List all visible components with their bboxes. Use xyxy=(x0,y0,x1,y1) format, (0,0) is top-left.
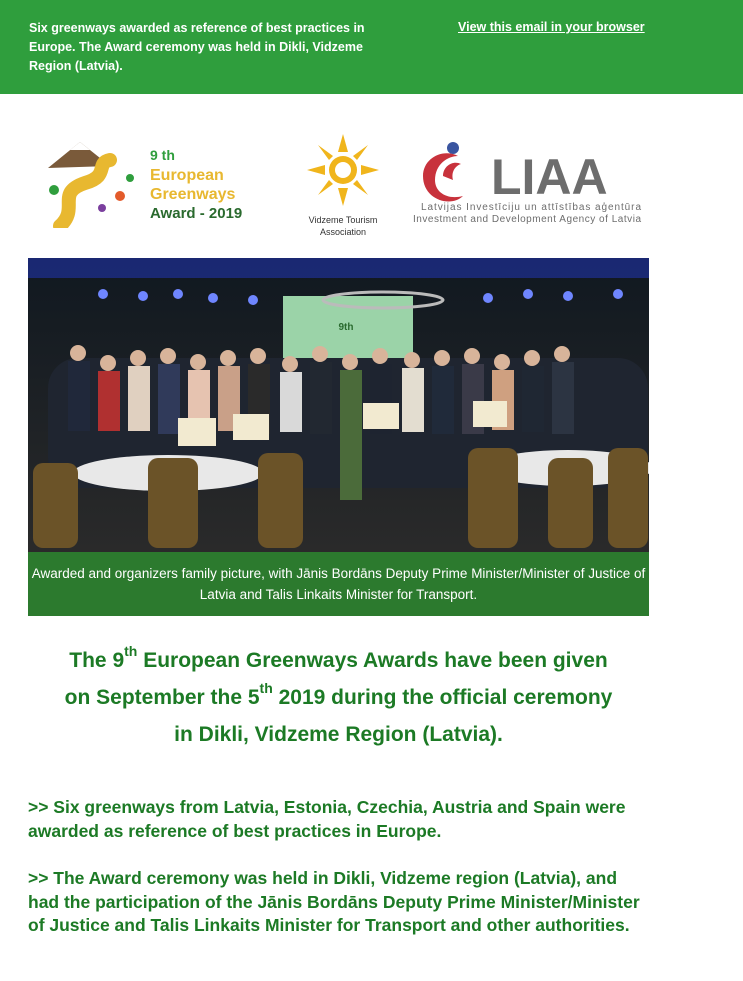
vta-line-2: Association xyxy=(319,227,367,237)
banner-text: 9th xyxy=(338,322,354,333)
headline-line-2: on September the 5th 2019 during the official ceremony xyxy=(64,680,613,709)
bullet-paragraph-1: >> Six greenways from Latvia, Estonia, Czechia, Austria and Spain were awarded as reference of best practices in Europe. xyxy=(28,797,626,841)
egwa-line-3: Greenways xyxy=(150,186,236,203)
view-in-browser-link[interactable]: View this email in your browser xyxy=(458,20,645,34)
vidzeme-tourism-association-logo xyxy=(298,128,388,238)
main-headline xyxy=(28,642,649,753)
liaa-name: LIAA xyxy=(491,149,608,205)
liaa-sub-1: Latvijas Investīciju un attīstības aģentūra xyxy=(421,202,641,213)
egwa-line-1: 9 th xyxy=(150,147,175,163)
vta-line-1: Vidzeme Tourism xyxy=(308,215,378,225)
logo-strip xyxy=(28,120,649,240)
headline-line-1: The 9th European Greenways Awards have been given xyxy=(69,643,608,672)
liaa-sub-2: Investment and Development Agency of Latvia xyxy=(413,214,641,225)
photo-caption: Awarded and organizers family picture, with Jānis Bordāns Deputy Prime Minister/Minister of Justice of Latvia and Talis Linkaits Minister for Transport. xyxy=(28,552,649,616)
european-greenways-award-logo xyxy=(40,138,270,228)
ceremony-photo xyxy=(28,258,649,552)
bullet-paragraph-2: >> The Award ceremony was held in Dikli, Vidzeme region (Latvia), and had the participation of the Jānis Bordāns Deputy Prime Minister/Minister of Justice and Talis Linkaits Minister for Transport and other authorities. xyxy=(28,868,640,935)
egwa-line-4: Award - 2019 xyxy=(150,205,243,222)
preheader-text: Six greenways awarded as reference of best practices in Europe. The Award ceremony was held in Dikli, Vidzeme Region (Latvia). xyxy=(29,21,365,73)
top-banner xyxy=(0,0,743,94)
headline-line-3: in Dikli, Vidzeme Region (Latvia). xyxy=(174,723,503,746)
egwa-line-2: European xyxy=(150,167,224,184)
liaa-logo xyxy=(413,138,649,228)
